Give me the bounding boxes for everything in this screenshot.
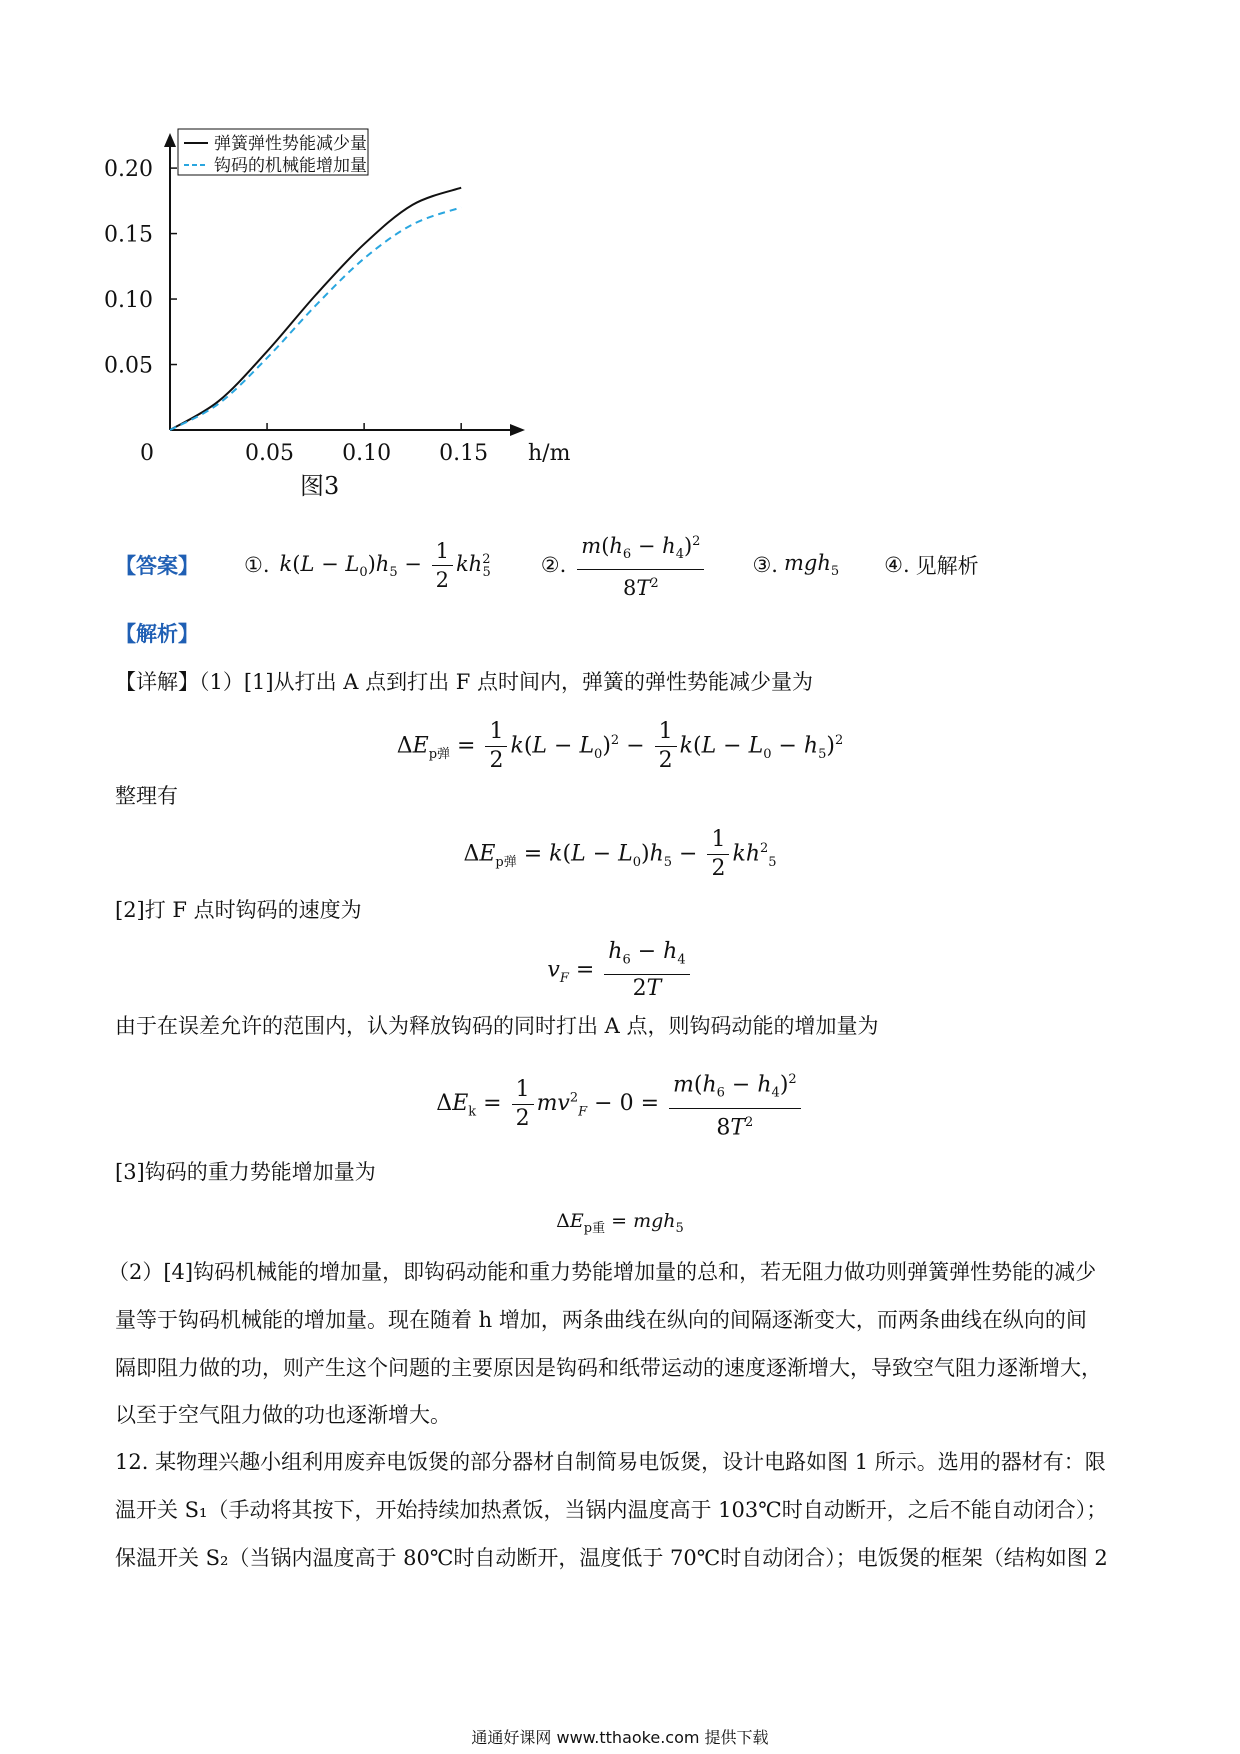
detail-line-2: 整理有 (115, 784, 178, 808)
answer-2-formula: $\frac{m(h_6 - h_4)^2}{8T^2}$ (574, 528, 707, 602)
legend-label: 弹簧弹性势能减少量 (214, 134, 367, 154)
series-line-spring-energy (170, 188, 461, 430)
detail-line-5: [3]钩码的重力势能增加量为 (115, 1160, 376, 1184)
detail-line-4: 由于在误差允许的范围内，认为释放钩码的同时打出 A 点，则钩码动能的增加量为 (115, 1014, 879, 1038)
y-tick-label: 0.20 (104, 157, 153, 183)
y-tick-label: 0.05 (104, 353, 153, 379)
legend-label: 钩码的机械能增加量 (214, 156, 367, 176)
figure-caption: 图3 (300, 472, 340, 500)
answer-line (115, 528, 979, 602)
analysis-tag: 【解析】 (115, 621, 199, 646)
y-tick-label: 0.15 (104, 222, 153, 248)
answer-1-label: ①. (244, 553, 270, 578)
equation-2: $\Delta E_{p弹} = k(L - L_0)h_5$ − $\frac{1}{2}$ $kh^2_5$ (463, 827, 777, 881)
answer-tag: 【答案】 (115, 553, 199, 579)
x-axis-label: h/m (528, 441, 571, 466)
equation-3: $v_F$ = $\frac{h_6 - h_4}{2T}$ (0, 938, 1240, 1003)
x-tick-label: 0.05 (245, 441, 295, 466)
detail-line-3: [2]打 F 点时钩码的速度为 (115, 898, 362, 922)
y-axis-arrow (164, 133, 176, 147)
answer-1-formula: $k(L - L_0)h_5$ − $\frac{1}{2}$ $kh^2_5$ (279, 538, 491, 592)
answer-4-label: ④. (884, 553, 910, 578)
x-tick-label: 0.15 (439, 441, 489, 466)
detail-para-2-line-1: （2）[4]钩码机械能的增加量，即钩码动能和重力势能增加量的总和，若无阻力做功则弹簧弹性势能的减少 (108, 1260, 1097, 1284)
x-tick-label: 0.10 (342, 441, 392, 466)
y-tick-label: 0.10 (104, 288, 153, 314)
question-12-line-1: 12. 某物理兴趣小组利用废弃电饭煲的部分器材自制简易电饭煲，设计电路如图 1 所示。选用的器材有：限 (115, 1450, 1106, 1474)
detail-para-2-line-4: 以至于空气阻力做的功也逐渐增大。 (115, 1403, 451, 1427)
origin-label: 0 (140, 441, 154, 466)
question-12-line-3: 保温开关 S₂（当锅内温度高于 80℃时自动断开，温度低于 70℃时自动闭合）；电饭煲的框架（结构如图 2 (115, 1546, 1108, 1570)
detail-para-2-line-3: 隔即阻力做的功，则产生这个问题的主要原因是钩码和纸带运动的速度逐渐增大，导致空气阻力逐渐增大， (115, 1356, 1102, 1380)
equation-1: $\Delta E_{p弹}$ = $\frac{1}{2}$ $k(L - L_0)^2$ − $\frac{1}{2}$ $k(L - L_0 - h_5)^2$ (396, 719, 844, 773)
answer-3-label: ③. (752, 553, 778, 578)
detail-para-2-line-2: 量等于钩码机械能的增加量。现在随着 h 增加，两条曲线在纵向的间隔逐渐变大，而两条曲线在纵向的间 (115, 1308, 1087, 1332)
detail-line-1: 【详解】（1）[1]从打出 A 点到打出 F 点时间内，弹簧的弹性势能减少量为 (115, 670, 814, 694)
equation-4: $\Delta E_k$ = $\frac{1}{2}$ $mv^2_F - 0$ = $\frac{m(h_6 - h_4)^2}{8T^2}$ (0, 1066, 1240, 1142)
answer-3-formula: mgh$_5$ (783, 551, 840, 580)
x-axis-arrow (510, 424, 525, 436)
energy-chart (100, 105, 571, 505)
answer-4-value: 见解析 (915, 554, 979, 579)
series-line-mechanical-energy (170, 207, 461, 430)
question-12-line-2: 温开关 S₁（手动将其按下，开始持续加热煮饭，当锅内温度高于 103℃时自动断开，之后不能自动闭合）； (115, 1498, 1108, 1522)
footer-credit: 通通好课网 www.tthaoke.com 提供下载 (471, 1728, 769, 1747)
answer-2-label: ②. (540, 553, 567, 578)
equation-5: $\Delta E_{p重} = mgh_5$ (556, 1210, 684, 1236)
